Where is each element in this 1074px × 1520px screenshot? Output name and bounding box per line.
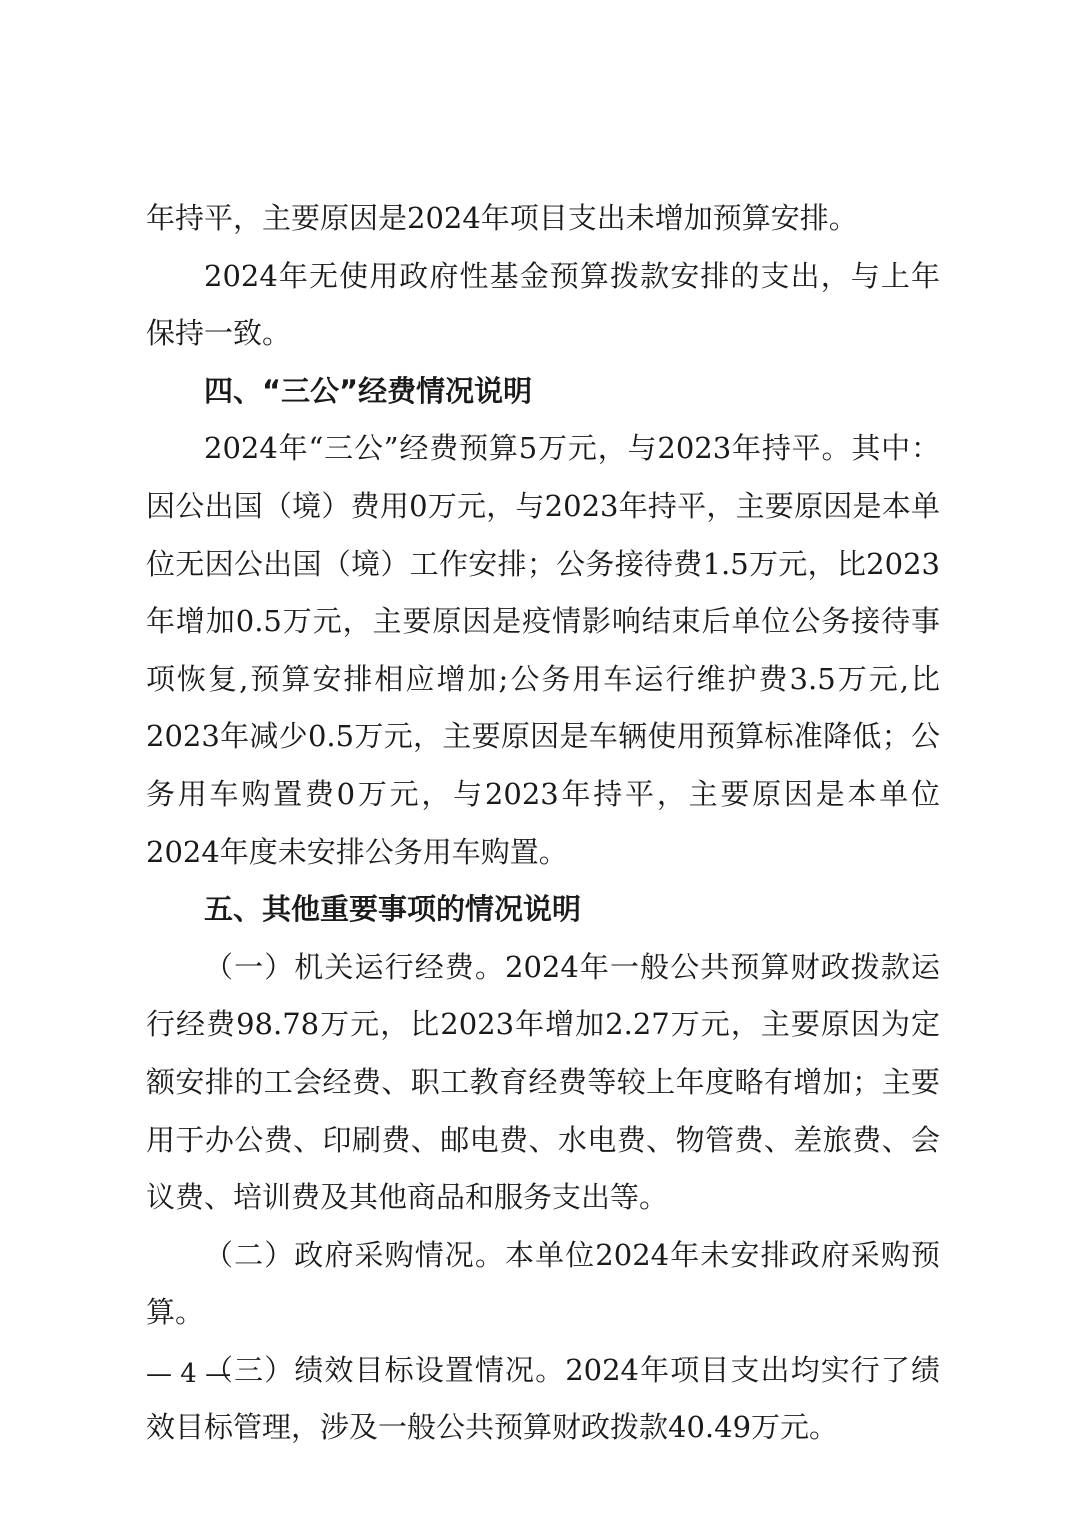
document-body: [146, 190, 940, 1457]
paragraph-operating-expenses: （一）机关运行经费。2024年一般公共预算财政拨款运行经费98.78万元，比2023年增加2.27万元，主要原因为定额安排的工会经费、职工教育经费等较上年度略有增加；主要用于办公费、印刷费、邮电费、水电费、物管费、差旅费、会议费、培训费及其他商品和服务支出等。: [146, 949, 940, 1215]
page-number: — 4 —: [146, 1359, 232, 1389]
paragraph-government-procurement: （二）政府采购情况。本单位2024年未安排政府采购预算。: [146, 1237, 940, 1330]
paragraph-government-fund: 2024年无使用政府性基金预算拨款安排的支出，与上年保持一致。: [146, 258, 940, 351]
paragraph-continuation: 年持平，主要原因是2024年项目支出未增加预算安排。: [146, 201, 858, 235]
paragraph-performance-targets: （三）绩效目标设置情况。2024年项目支出均实行了绩效目标管理，涉及一般公共预算财政拨款40.49万元。: [146, 1352, 940, 1445]
section-heading-other-matters: 五、其他重要事项的情况说明: [204, 892, 582, 927]
section-heading-three-public: 四、“三公”经费情况说明: [204, 373, 533, 408]
paragraph-three-public-expenses: 2024年“三公”经费预算5万元，与2023年持平。其中：因公出国（境）费用0万元，与2023年持平，主要原因是本单位无因公出国（境）工作安排；公务接待费1.5万元，比2023年增加0.5万元，主要原因是疫情影响结束后单位公务接待事项恢复,预算安排相应增加;公务用车运行维护费3.5万元,比2023年减少0.5万元，主要原因是车辆使用预算标准降低；公务用车购置费0万元，与2023年持平，主要原因是本单位2024年度未安排公务用车购置。: [146, 431, 940, 869]
